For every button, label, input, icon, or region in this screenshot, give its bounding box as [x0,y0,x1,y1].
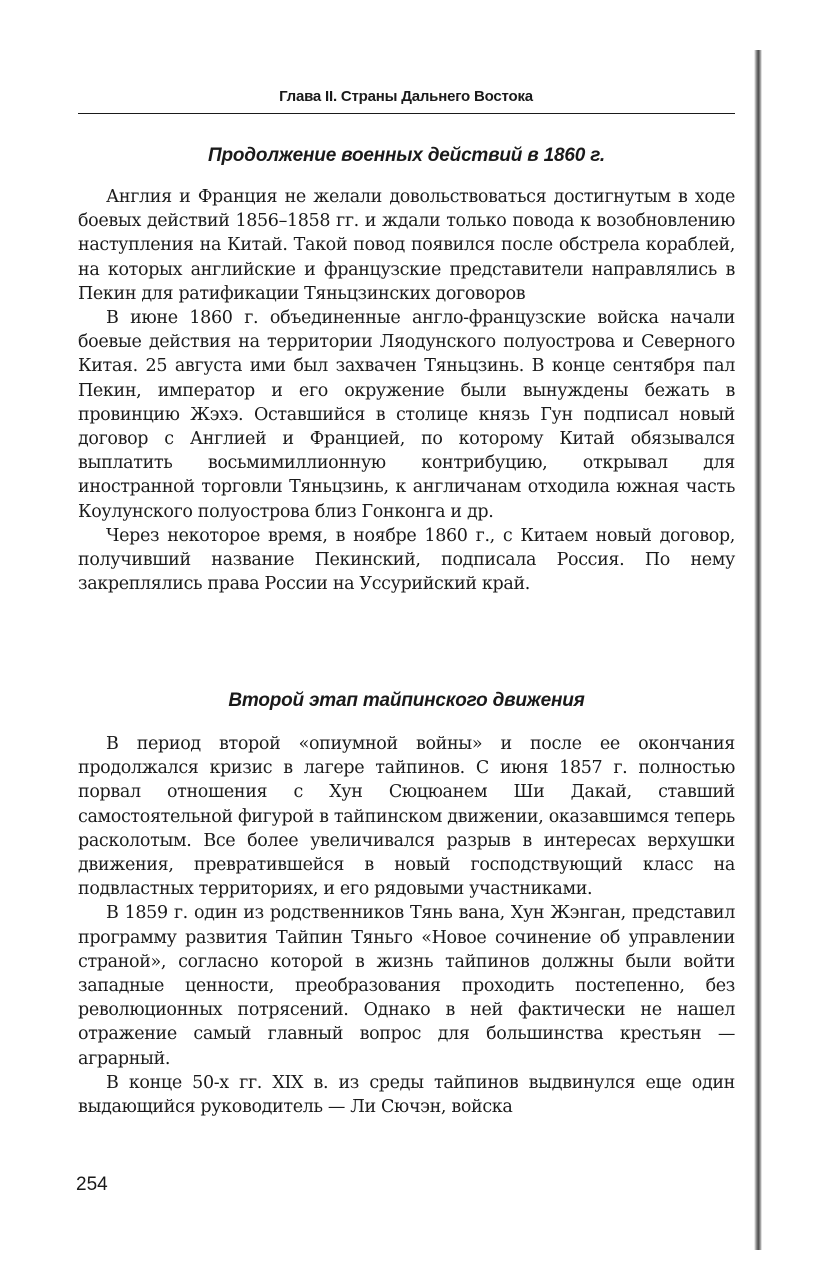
section-title: Второй этап тайпинского движения [228,690,585,711]
running-head: Глава II. Страны Дальнего Востока [279,88,533,105]
paragraph: В июне 1860 г. объединенные англо-французские войска начали боевые действия на территории Ляодунского полуострова и Северного Китая. 25 августа ими был захвачен Тяньцзинь. В конце сентября пал Пекин, император и его окружение были вынуждены бежать в провинцию Жэхэ. Оставшийся в столице князь Гун подписал новый договор с Англией и Францией, по которому Китай обязывался выплатить восьмимиллионную контрибуцию, открывал для иностранной торговли Тяньцзинь, к англичанам отходила южная часть Коулунского полуострова близ Гонконга и др. [78,308,735,522]
paragraph: В период второй «опиумной войны» и после ее окончания продолжался кризис в лагере тайпинов. С июня 1857 г. полностью порвал отношения с Хун Сюцюанем Ши Дакай, ставший самостоятельной фигурой в тайпинском движении, оказавшимся теперь расколотым. Все более увеличивался разрыв в интересах верхушки движения, превратившейся в новый господствующий класс на подвластных территориях, и его рядовыми участниками. [78,734,735,900]
section-title: Продолжение военных действий в 1860 г. [208,145,605,166]
paragraph: Через некоторое время, в ноябре 1860 г., с Китаем новый договор, получивший название Пекинский, подписала Россия. По нему закреплялись права России на Уссурийский край. [78,525,735,595]
paragraph: Англия и Франция не желали довольствоваться достигнутым в ходе боевых действий 1856–1858 гг. и ждали только повода к возобновлению наступления на Китай. Такой повод появился после обстрела кораблей, на которых английские и французские представители направлялись в Пекин для ратификации Тяньцзинских договоров [78,187,735,304]
paragraph: В 1859 г. один из родственников Тянь вана, Хун Жэнган, представил программу развития Тайпин Тяньго «Новое сочинение об управлении страной», согласно которой в жизнь тайпинов должны были войти западные ценности, преобразования проходить постепенно, без революционных потрясений. Однако в ней фактически не нашел отражение самый главный вопрос для большинства крестьян — аграрный. [78,903,735,1069]
section-body [78,732,735,1119]
scan-binding-edge [754,50,762,1250]
page-number: 254 [76,1174,108,1195]
section-body [78,185,735,596]
paragraph: В конце 50-х гг. XIX в. из среды тайпинов выдвинулся еще один выдающийся руководитель — Ли Сючэн, войска [78,1072,735,1118]
header-divider [78,113,735,114]
